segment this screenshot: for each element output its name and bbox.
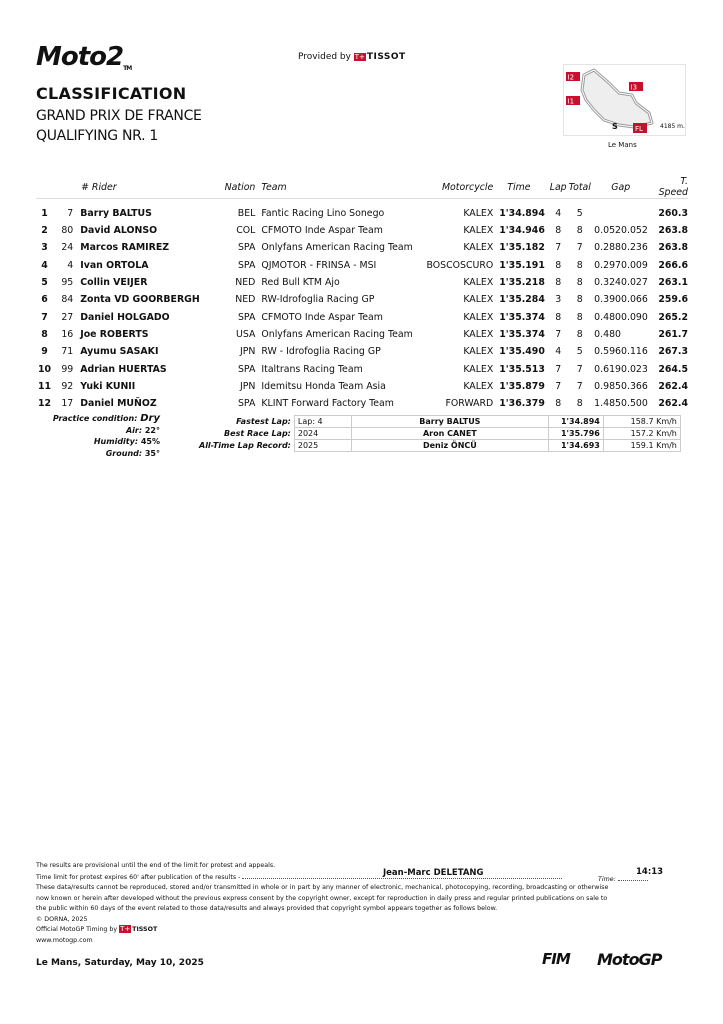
cell-rider: Joe ROBERTS	[80, 328, 149, 340]
cell-gap2: 0.366	[621, 380, 648, 392]
cell-time: 1'35.513	[499, 363, 545, 375]
cell-pos: 11	[38, 380, 52, 392]
svg-text:I1: I1	[567, 97, 575, 106]
cell-rider: Collin VEIJER	[80, 277, 148, 289]
record-speed: 158.7 Km/h	[603, 416, 680, 428]
cell-num: 84	[61, 294, 74, 306]
cell-total: 8	[576, 311, 583, 323]
cell-gap2: 0.027	[621, 277, 648, 289]
cell-pos: 5	[41, 277, 48, 289]
svg-text:FL: FL	[635, 125, 643, 133]
cell-rider: Ayumu SASAKI	[80, 346, 159, 358]
cell-gap2: 0.066	[621, 294, 648, 306]
cell-nat: SPA	[237, 259, 256, 271]
cell-lap: 7	[555, 363, 562, 375]
cell-team: Onlyfans American Racing Team	[261, 242, 413, 254]
col-speed: T. Speed	[650, 176, 688, 199]
cell-lap: 8	[555, 225, 562, 237]
protest-note: Time limit for protest expires 60' after publication of the results -	[36, 873, 241, 881]
cell-speed: 263.8	[658, 225, 688, 237]
record-c1: 2025	[294, 440, 351, 452]
cell-time: 1'35.374	[499, 328, 545, 340]
cell-gap2	[621, 326, 650, 343]
record-time: 1'35.796	[548, 428, 603, 440]
table-row	[36, 360, 688, 377]
cell-total: 8	[576, 259, 583, 271]
cell-total: 7	[576, 363, 583, 375]
cell-num: 16	[61, 328, 74, 340]
practice-condition-label: Practice condition:	[52, 414, 138, 423]
record-row	[196, 428, 680, 440]
table-row	[36, 326, 688, 343]
cell-rider: Daniel MUÑOZ	[80, 398, 157, 410]
table-row	[36, 239, 688, 256]
cell-gap2	[621, 199, 650, 223]
cell-gap1: 0.052	[594, 225, 621, 237]
cell-rider: Yuki KUNII	[80, 380, 136, 392]
cell-time: 1'36.379	[499, 398, 545, 410]
cell-nat: COL	[236, 225, 256, 237]
cell-time: 1'34.894	[499, 208, 545, 219]
cell-team: KLINT Forward Factory Team	[261, 398, 394, 410]
cell-nat: BEL	[237, 208, 256, 219]
cell-time: 1'35.218	[499, 277, 545, 289]
record-row	[196, 416, 680, 428]
motogp-logo: MotoGP	[597, 950, 662, 969]
cell-moto: KALEX	[463, 311, 494, 323]
record-label: Fastest Lap:	[236, 417, 291, 426]
cell-time: 1'35.879	[499, 380, 545, 392]
cell-gap1: 0.297	[594, 259, 621, 271]
cell-pos: 2	[41, 225, 48, 237]
cell-nat: JPN	[239, 346, 256, 358]
cell-total: 8	[576, 328, 583, 340]
cell-team: QJMOTOR - FRINSA - MSI	[261, 259, 377, 271]
cell-team: CFMOTO Inde Aspar Team	[261, 225, 383, 237]
copyright: © DORNA, 2025	[36, 915, 88, 923]
cell-lap: 4	[555, 346, 562, 358]
cell-pos: 1	[41, 208, 48, 219]
tissot-timing-logo: TISSOT	[132, 926, 158, 933]
table-row	[36, 395, 688, 412]
cell-lap: 7	[555, 380, 562, 392]
cell-rider: Marcos RAMIREZ	[80, 242, 170, 254]
cell-gap2: 0.116	[621, 346, 648, 358]
col-total: Total	[568, 176, 592, 199]
cell-team: RW - Idrofoglia Racing GP	[261, 346, 381, 358]
cell-total: 5	[576, 346, 583, 358]
cell-total: 8	[576, 294, 583, 306]
record-rider: Aron CANET	[351, 428, 548, 440]
cell-rider: David ALONSO	[80, 225, 158, 237]
results-header	[36, 176, 688, 199]
record-speed: 157.2 Km/h	[603, 428, 680, 440]
results-table	[36, 176, 688, 412]
table-row	[36, 257, 688, 274]
cell-speed: 261.7	[658, 328, 688, 340]
cell-total: 7	[576, 242, 583, 254]
cell-rider: Adrian HUERTAS	[80, 363, 167, 375]
dateline: Le Mans, Saturday, May 10, 2025	[36, 958, 204, 968]
cell-nat: JPN	[239, 380, 256, 392]
air-label: Air:	[125, 425, 143, 435]
cell-lap: 8	[555, 311, 562, 323]
disclaimer-line-2: now known or herein after developed without the previous express consent by the copyright owner, except for reproduction in daily press and regular printed publications on sale to	[36, 894, 608, 902]
cell-gap1: 0.390	[594, 294, 621, 306]
cell-speed: 267.3	[658, 346, 688, 358]
disclaimer-line-1: These data/results cannot be reproduced, stored and/or transmitted in whole or in part by any manner of electronic, mechanical, photocopying, recording, broadcasting or otherwise	[36, 884, 609, 891]
cell-num: 17	[61, 398, 74, 410]
cell-lap: 4	[555, 208, 562, 219]
time-label: Time:	[598, 874, 648, 883]
table-row	[36, 378, 688, 395]
cell-moto: BOSCOSCURO	[426, 259, 494, 271]
table-row	[36, 343, 688, 360]
cell-pos: 8	[41, 328, 48, 340]
practice-condition-value: Dry	[140, 413, 160, 424]
cell-gap1: 1.485	[594, 398, 621, 410]
col-motorcycle: Motorcycle	[420, 176, 499, 199]
cell-moto: KALEX	[463, 346, 494, 358]
table-row	[36, 308, 688, 325]
cell-pos: 4	[41, 259, 48, 271]
cell-gap1: 0.596	[594, 346, 621, 358]
cell-rider: Daniel HOLGADO	[80, 311, 170, 323]
cell-lap: 7	[555, 328, 562, 340]
cell-total: 8	[576, 277, 583, 289]
cell-lap: 3	[555, 294, 562, 306]
cell-moto: KALEX	[463, 225, 494, 237]
cell-speed: 264.5	[658, 363, 688, 375]
cell-pos: 10	[38, 363, 52, 375]
record-label: Best Race Lap:	[224, 429, 291, 438]
cell-num: 92	[61, 380, 74, 392]
cell-pos: 7	[41, 311, 48, 323]
cell-speed: 265.2	[658, 311, 688, 323]
tissot-logo: TISSOT	[366, 52, 406, 62]
cell-gap2: 0.009	[621, 259, 648, 271]
cell-moto: FORWARD	[445, 398, 494, 410]
official-timing-label: Official MotoGP Timing by	[36, 926, 118, 933]
cell-total: 8	[576, 398, 583, 410]
cell-time: 1'35.182	[499, 242, 545, 254]
record-rider: Barry BALTUS	[351, 416, 548, 428]
humidity-value: 45%	[140, 437, 160, 446]
cell-speed: 266.6	[658, 259, 688, 271]
cell-gap2: 0.023	[621, 363, 648, 375]
record-c1: Lap: 4	[294, 416, 351, 428]
cell-num: 95	[61, 277, 74, 289]
cell-gap1: 0.619	[594, 363, 621, 375]
records-table	[196, 415, 681, 452]
cell-speed: 260.3	[658, 208, 688, 219]
session-name: QUALIFYING NR. 1	[36, 128, 158, 144]
cell-nat: NED	[235, 294, 256, 306]
cell-time: 1'35.284	[499, 294, 545, 306]
cell-speed: 263.8	[658, 242, 688, 254]
fim-logo: FIM	[542, 950, 570, 968]
cell-total: 7	[576, 380, 583, 392]
cell-team: Red Bull KTM Ajo	[261, 277, 340, 289]
cell-num: 99	[61, 363, 74, 375]
cell-num: 80	[61, 225, 74, 237]
time-value: 14:13	[636, 867, 664, 877]
cell-gap1: 0.288	[594, 242, 621, 254]
provided-by: Provided by T+ TISSOT	[298, 52, 406, 62]
col-gap: Gap	[592, 176, 650, 199]
provisional-note: The results are provisional until the end of the limit for protest and appeals.	[36, 862, 276, 869]
cell-lap: 8	[555, 398, 562, 410]
cell-rider: Barry BALTUS	[80, 208, 152, 219]
cell-speed: 263.1	[658, 277, 688, 289]
website-link[interactable]: www.motogp.com	[36, 936, 93, 944]
cell-speed: 262.4	[658, 380, 688, 392]
cell-nat: SPA	[237, 311, 256, 323]
record-row	[196, 440, 680, 452]
ground-label: Ground:	[105, 448, 143, 458]
cell-num: 24	[61, 242, 74, 254]
cell-nat: SPA	[237, 398, 256, 410]
col-lap: Lap	[548, 176, 567, 199]
col-team: Team	[261, 176, 419, 199]
cell-team: Idemitsu Honda Team Asia	[261, 380, 386, 392]
page-title: CLASSIFICATION	[36, 84, 187, 103]
cell-team: Onlyfans American Racing Team	[261, 328, 413, 340]
cell-num: 71	[61, 346, 74, 358]
cell-pos: 3	[41, 242, 48, 254]
cell-moto: KALEX	[463, 208, 494, 219]
cell-moto: KALEX	[463, 363, 494, 375]
col-rider: # Rider	[53, 176, 225, 199]
cell-num: 4	[67, 259, 74, 271]
cell-pos: 9	[41, 346, 48, 358]
cell-gap1: 0.480	[594, 328, 621, 340]
record-rider: Deniz ÖNCÜ	[351, 440, 548, 452]
cell-nat: SPA	[237, 242, 256, 254]
cell-speed: 262.4	[658, 398, 688, 410]
humidity-label: Humidity:	[93, 437, 139, 446]
marker-s: S	[612, 122, 618, 131]
cell-lap: 8	[555, 277, 562, 289]
cell-time: 1'35.191	[499, 259, 545, 271]
cell-time: 1'34.946	[499, 225, 545, 237]
cell-time: 1'35.374	[499, 311, 545, 323]
table-row	[36, 222, 688, 239]
cell-num: 27	[61, 311, 74, 323]
footer	[36, 861, 688, 946]
record-c1: 2024	[294, 428, 351, 440]
table-row	[36, 274, 688, 291]
cell-nat: NED	[235, 277, 256, 289]
disclaimer-line-3: the public within 60 days of the event related to those data/results and always provided that copyright symbol appears together as follows below.	[36, 905, 498, 912]
event-name: GRAND PRIX DE FRANCE	[36, 108, 202, 124]
cell-moto: KALEX	[463, 294, 494, 306]
cell-gap2: 0.500	[621, 398, 648, 410]
cell-pos: 6	[41, 294, 48, 306]
table-row	[36, 291, 688, 308]
cell-pos: 12	[38, 398, 52, 410]
cell-gap2: 0.052	[621, 225, 648, 237]
moto2-logo: Moto2TM	[36, 42, 132, 72]
record-time: 1'34.693	[548, 440, 603, 452]
cell-speed: 259.6	[658, 294, 688, 306]
svg-text:I2: I2	[567, 73, 575, 82]
cell-total: 8	[576, 225, 583, 237]
official-name: Jean-Marc DELETANG	[383, 868, 484, 878]
col-time: Time	[499, 176, 548, 199]
record-time: 1'34.894	[548, 416, 603, 428]
svg-text:I3: I3	[630, 83, 638, 92]
cell-moto: KALEX	[463, 242, 494, 254]
cell-team: CFMOTO Inde Aspar Team	[261, 311, 383, 323]
tissot-cross-icon: T+	[120, 925, 131, 933]
cell-team: Italtrans Racing Team	[261, 363, 363, 375]
cell-team: Fantic Racing Lino Sonego	[261, 208, 385, 219]
ground-value: 35°	[144, 448, 160, 458]
cell-rider: Zonta VD GOORBERGH	[80, 294, 200, 306]
cell-nat: SPA	[237, 363, 256, 375]
cell-lap: 7	[555, 242, 562, 254]
cell-moto: KALEX	[463, 328, 494, 340]
track-name: Le Mans	[608, 141, 637, 149]
record-speed: 159.1 Km/h	[603, 440, 680, 452]
tissot-cross-icon: T+	[354, 52, 365, 61]
col-nation: Nation	[225, 176, 262, 199]
cell-lap: 8	[555, 259, 562, 271]
cell-gap2: 0.236	[621, 242, 648, 254]
table-row	[36, 199, 688, 223]
cell-nat: USA	[235, 328, 256, 340]
cell-gap1: 0.324	[594, 277, 621, 289]
cell-moto: KALEX	[463, 380, 494, 392]
cell-num: 7	[67, 208, 74, 219]
record-label: All-Time Lap Record:	[199, 441, 291, 450]
conditions	[36, 413, 160, 459]
track-length: 4185 m.	[660, 123, 685, 130]
cell-moto: KALEX	[463, 277, 494, 289]
cell-gap1: 0.985	[594, 380, 621, 392]
cell-time: 1'35.490	[499, 346, 545, 358]
cell-gap2: 0.090	[621, 311, 648, 323]
cell-gap1	[592, 199, 621, 223]
cell-gap1: 0.480	[594, 311, 621, 323]
air-value: 22°	[144, 425, 160, 435]
cell-team: RW-Idrofoglia Racing GP	[261, 294, 375, 306]
cell-total: 5	[576, 208, 583, 219]
cell-rider: Ivan ORTOLA	[80, 259, 149, 271]
